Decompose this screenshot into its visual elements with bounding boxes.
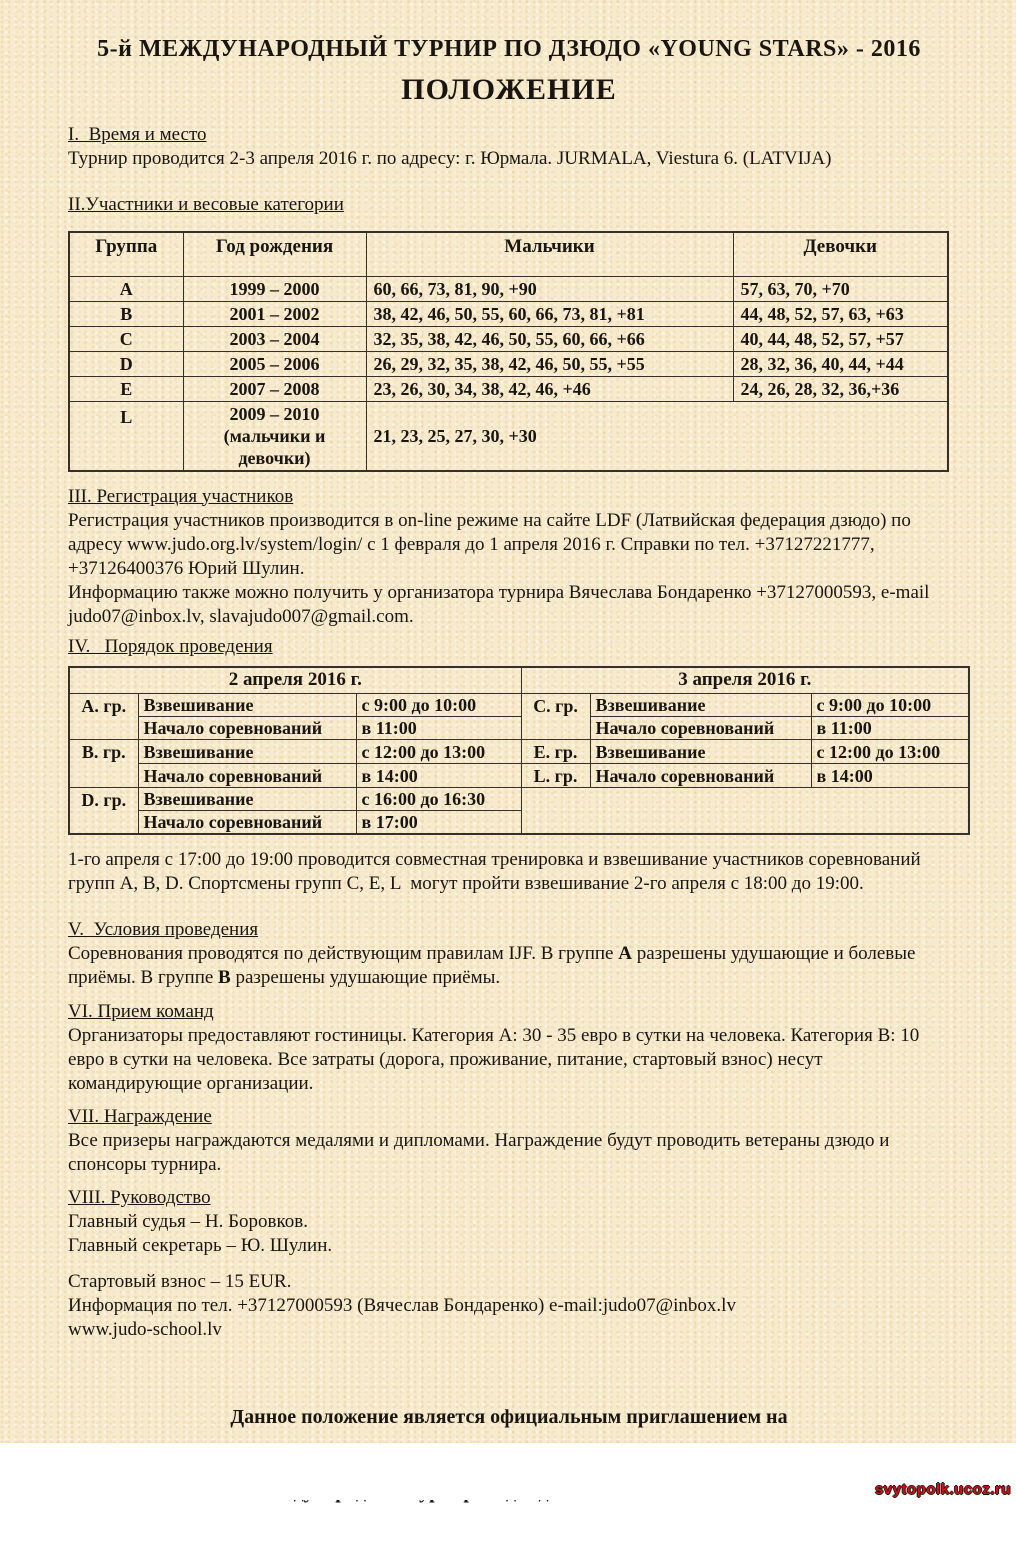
entry-fee-line: Стартовый взнос – 15 EUR. <box>68 1271 292 1292</box>
girls-weights-cell: 28, 32, 36, 40, 44, +44 <box>733 351 948 376</box>
weigh-time: с 9:00 до 10:00 <box>811 694 969 717</box>
boys-weights-cell: 23, 26, 30, 34, 38, 42, 46, +46 <box>366 376 733 401</box>
section-heading-registration: III. Регистрация участников <box>68 485 294 507</box>
time-place-text: Турнир проводится 2-3 апреля 2016 г. по адресу: г. Юрмала. JURMALA, Viestura 6. (LATVIJA) <box>68 148 832 169</box>
schedule-row <box>69 788 969 811</box>
table-row <box>69 376 948 401</box>
start-label: Начало соревнований <box>138 717 356 740</box>
table-row <box>69 276 948 301</box>
section-heading-participants: II.Участники и весовые категории <box>68 194 344 215</box>
website-line: www.judo-school.lv <box>68 1319 222 1340</box>
boys-weights-cell: 38, 42, 46, 50, 55, 60, 66, 73, 81, +81 <box>366 301 733 326</box>
schedule-row <box>69 740 969 764</box>
day2-header: 3 апреля 2016 г. <box>521 667 969 694</box>
accommodation-text: Организаторы предоставляют гостиницы. Категория А: 30 - 35 евро в сутки на человека. Категория В: 10 евро в сутки на человека. Все затраты (дорога, проживание, питание, стартовый взнос) несут командирующие организации. <box>68 1025 925 1094</box>
weight-categories-table <box>68 231 949 472</box>
start-time: в 11:00 <box>811 717 969 740</box>
table-row <box>69 301 948 326</box>
weigh-time: с 12:00 до 13:00 <box>811 740 969 764</box>
column-header-group: Группа <box>69 232 183 276</box>
weigh-label: Взвешивание <box>138 694 356 717</box>
boys-weights-cell: 26, 29, 32, 35, 38, 42, 46, 50, 55, +55 <box>366 351 733 376</box>
years-cell: 2007 – 2008 <box>183 376 366 401</box>
weigh-time: с 16:00 до 16:30 <box>356 788 521 811</box>
chief-secretary-line: Главный секретарь – Ю. Шулин. <box>68 1235 333 1256</box>
years-cell: 1999 – 2000 <box>183 276 366 301</box>
weigh-time: с 12:00 до 13:00 <box>356 740 521 764</box>
rules-text-part: Соревнования проводятся по действующим правилам IJF. В группе <box>68 943 619 964</box>
bottom-strip <box>0 1443 1016 1500</box>
start-label: Начало соревнований <box>590 717 811 740</box>
boys-weights-cell: 32, 35, 38, 42, 46, 50, 55, 60, 66, +66 <box>366 326 733 351</box>
rules-text-part: разрешены удушающие и болевые приёмы. В группе <box>68 943 921 988</box>
watermark: svytopolk.ucoz.ru <box>874 1481 1011 1498</box>
weigh-label: Взвешивание <box>138 740 356 764</box>
start-label: Начало соревнований <box>590 764 811 788</box>
group-cell: C <box>69 326 183 351</box>
girls-weights-cell: 44, 48, 52, 57, 63, +63 <box>733 301 948 326</box>
group-cell: A <box>69 276 183 301</box>
day1-header: 2 апреля 2016 г. <box>69 667 521 694</box>
table-header-row <box>69 232 948 276</box>
weigh-label: Взвешивание <box>590 740 811 764</box>
group-a-cell: А. гр. <box>69 694 138 740</box>
years-cell: 2009 – 2010 (мальчики и девочки) <box>183 401 366 471</box>
section-heading-awards: VII. Награждение <box>68 1106 212 1127</box>
boys-weights-cell: 60, 66, 73, 81, 90, +90 <box>366 276 733 301</box>
start-label: Начало соревнований <box>138 811 356 835</box>
girls-weights-cell: 57, 63, 70, +70 <box>733 276 948 301</box>
group-cell: D <box>69 351 183 376</box>
section-heading-management: VIII. Руководство <box>68 1187 211 1208</box>
group-b-cell: В. гр. <box>69 740 138 788</box>
years-cell: 2001 – 2002 <box>183 301 366 326</box>
contact-info-line: Информация по тел. +37127000593 (Вячеслав Бондаренко) e-mail:judo07@inbox.lv <box>68 1295 736 1316</box>
footer-line-1: Данное положение является официальным приглашением на <box>230 1406 788 1428</box>
section-heading-accommodation: VI. Прием команд <box>68 1001 214 1022</box>
section-heading-schedule: IV. Порядок проведения <box>68 635 273 657</box>
rules-text-part: разрешены удушающие приёмы. <box>230 967 501 988</box>
empty-cell <box>521 788 969 835</box>
schedule-row <box>69 717 969 740</box>
years-cell: 2003 – 2004 <box>183 326 366 351</box>
section-heading-rules: V. Условия проведения <box>68 919 259 940</box>
weigh-time: с 9:00 до 10:00 <box>356 694 521 717</box>
weigh-label: Взвешивание <box>138 788 356 811</box>
start-time: в 11:00 <box>356 717 521 740</box>
girls-weights-cell: 40, 44, 48, 52, 57, +57 <box>733 326 948 351</box>
weigh-label: Взвешивание <box>590 694 811 717</box>
weighin-note: 1-го апреля с 17:00 до 19:00 проводится совместная тренировка и взвешивание участников соревнований групп А, В, D. Спортсмены групп С, Е, L могут пройти взвешивание 2-го апреля с 18:00 до 19:00. <box>68 849 926 894</box>
group-a-bold: А <box>618 943 632 964</box>
contacts-block <box>68 1270 950 1342</box>
group-e-cell: Е. гр. <box>521 740 590 764</box>
years-cell: 2005 – 2006 <box>183 351 366 376</box>
column-header-birth-year: Год рождения <box>183 232 366 276</box>
schedule-header-row <box>69 667 969 694</box>
group-c-cell: С. гр. <box>521 694 590 740</box>
page-title: 5-й МЕЖДУНАРОДНЫЙ ТУРНИР ПО ДЗЮДО «YOUNG STARS» - 2016 <box>97 36 921 62</box>
document-subtitle: ПОЛОЖЕНИЕ <box>401 73 617 106</box>
start-time: в 17:00 <box>356 811 521 835</box>
table-row <box>69 326 948 351</box>
group-cell: E <box>69 376 183 401</box>
group-b-bold: В <box>218 967 231 988</box>
group-cell: B <box>69 301 183 326</box>
girls-weights-cell: 24, 26, 28, 32, 36,+36 <box>733 376 948 401</box>
table-row <box>69 401 948 471</box>
column-header-boys: Мальчики <box>366 232 733 276</box>
schedule-row <box>69 764 969 788</box>
start-time: в 14:00 <box>811 764 969 788</box>
rules-text <box>68 942 950 990</box>
start-label: Начало соревнований <box>138 764 356 788</box>
group-l-cell: L. гр. <box>521 764 590 788</box>
registration-text-2: Информацию также можно получить у организатора турнира Вячеслава Бондаренко +37127000593, e-mail judo07@inbox.lv, slavajudo007@gmail.com. <box>68 581 935 627</box>
chief-judge-line: Главный судья – Н. Боровков. <box>68 1211 308 1232</box>
combined-weights-cell: 21, 23, 25, 27, 30, +30 <box>366 401 948 471</box>
column-header-girls: Девочки <box>733 232 948 276</box>
awards-text: Все призеры награждаются медалями и дипломами. Награждение будут проводить ветераны дзюдо и спонсоры турнира. <box>68 1130 895 1175</box>
group-cell: L <box>69 401 183 471</box>
schedule-table <box>68 666 970 836</box>
section-heading-time-place: I. Время и место <box>68 124 207 145</box>
schedule-row <box>69 694 969 717</box>
start-time: в 14:00 <box>356 764 521 788</box>
group-d-cell: D. гр. <box>69 788 138 835</box>
table-row <box>69 351 948 376</box>
registration-text-1: Регистрация участников производится в on-line режиме на сайте LDF (Латвийская федерация дзюдо) по адресу www.judo.org.lv/system/login/ с 1 февраля до 1 апреля 2016 г. Справки по тел. +37127221777, +37126400376 Юрий Шулин. <box>68 509 916 579</box>
